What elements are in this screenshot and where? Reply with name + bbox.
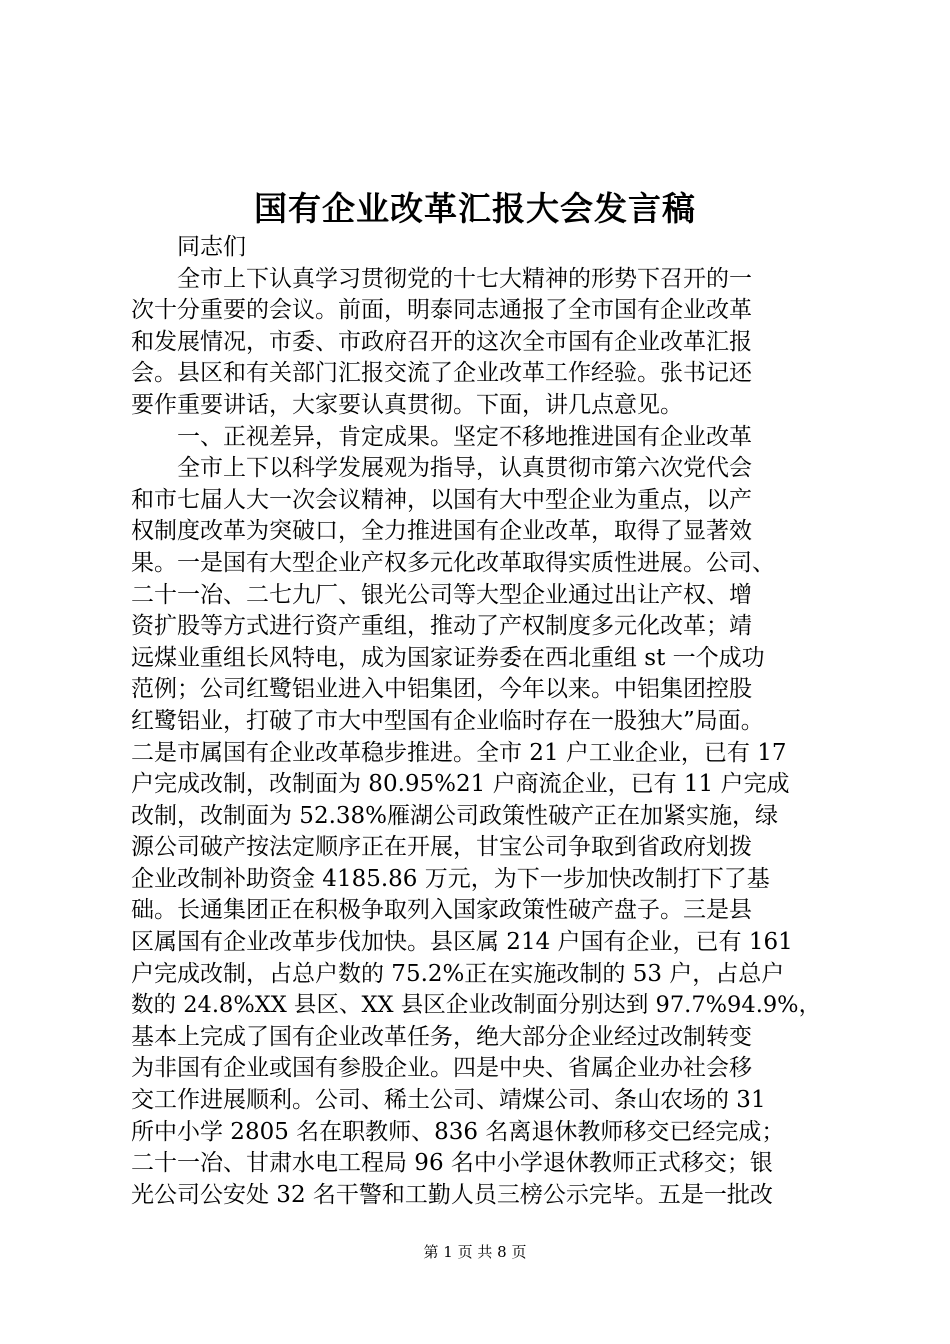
body-line: 区属国有企业改革步伐加快。县区属 214 户国有企业，已有 161 bbox=[131, 929, 793, 956]
body-line: 权制度改革为突破口，全力推进国有企业改革，取得了显著效 bbox=[131, 518, 752, 545]
body-line: 改制，改制面为 52.38%雁湖公司政策性破产正在加紧实施，绿 bbox=[131, 802, 779, 829]
body-line: 二十一冶、甘肃水电工程局 96 名中小学退休教师正式移交；银 bbox=[131, 1150, 773, 1177]
body-line: 所中小学 2805 名在职教师、836 名离退休教师移交已经完成； bbox=[131, 1118, 785, 1145]
body-line: 和发展情况，市委、市政府召开的这次全市国有企业改革汇报 bbox=[131, 328, 752, 355]
body-line: 范例；公司红鹭铝业进入中铝集团，今年以来。中铝集团控股 bbox=[131, 676, 752, 703]
body-line: 为非国有企业或国有参股企业。四是中央、省属企业办社会移 bbox=[131, 1055, 752, 1082]
body-line: 和市七届人大一次会议精神，以国有大中型企业为重点，以产 bbox=[131, 486, 752, 513]
body-line: 户完成改制，改制面为 80.95%21 户商流企业，已有 11 户完成 bbox=[131, 771, 790, 798]
body-line: 全市上下以科学发展观为指导，认真贯彻市第六次党代会 bbox=[177, 455, 752, 482]
salutation-line: 同志们 bbox=[177, 234, 246, 260]
body-line: 源公司破产按法定顺序正在开展，甘宝公司争取到省政府划拨 bbox=[131, 834, 752, 861]
body-line: 基本上完成了国有企业改革任务，绝大部分企业经过改制转变 bbox=[131, 1023, 752, 1050]
body-line: 二是市属国有企业改革稳步推进。全市 21 户工业企业，已有 17 bbox=[131, 739, 787, 766]
body-line: 红鹭铝业，打破了市大中型国有企业临时存在一股独大”局面。 bbox=[131, 707, 764, 734]
page-number-footer: 第 1 页 共 8 页 bbox=[423, 1243, 527, 1261]
body-line: 果。一是国有大型企业产权多元化改革取得实质性进展。公司、 bbox=[131, 549, 775, 576]
body-line: 础。长通集团正在积极争取列入国家政策性破产盘子。三是县 bbox=[131, 897, 752, 924]
body-line: 远煤业重组长风特电，成为国家证券委在西北重组 st 一个成功 bbox=[131, 644, 765, 671]
document-body bbox=[131, 232, 825, 1211]
body-line: 光公司公安处 32 名干警和工勤人员三榜公示完毕。五是一批改 bbox=[131, 1181, 773, 1208]
body-line: 交工作进展顺利。公司、稀土公司、靖煤公司、条山农场的 31 bbox=[131, 1087, 766, 1114]
body-line: 数的 24.8%XX 县区、XX 县区企业改制面分别达到 97.7%94.9%， bbox=[131, 992, 822, 1019]
body-line: 次十分重要的会议。前面，明泰同志通报了全市国有企业改革 bbox=[131, 297, 752, 324]
section-heading: 一、正视差异，肯定成果。坚定不移地推进国有企业改革 bbox=[177, 423, 752, 450]
body-line: 要作重要讲话，大家要认真贯彻。下面，讲几点意见。 bbox=[131, 391, 683, 418]
body-line: 会。县区和有关部门汇报交流了企业改革工作经验。张书记还 bbox=[131, 360, 752, 387]
body-line: 户完成改制，占总户数的 75.2%正在实施改制的 53 户，占总户 bbox=[131, 960, 785, 987]
body-line: 企业改制补助资金 4185.86 万元，为下一步加快改制打下了基 bbox=[131, 865, 770, 892]
document-title: 国有企业改革汇报大会发言稿 bbox=[254, 189, 696, 228]
body-line: 全市上下认真学习贯彻党的十七大精神的形势下召开的一 bbox=[177, 265, 752, 292]
body-line: 资扩股等方式进行资产重组，推动了产权制度多元化改革；靖 bbox=[131, 613, 752, 640]
body-line: 二十一冶、二七九厂、银光公司等大型企业通过出让产权、增 bbox=[131, 581, 752, 608]
